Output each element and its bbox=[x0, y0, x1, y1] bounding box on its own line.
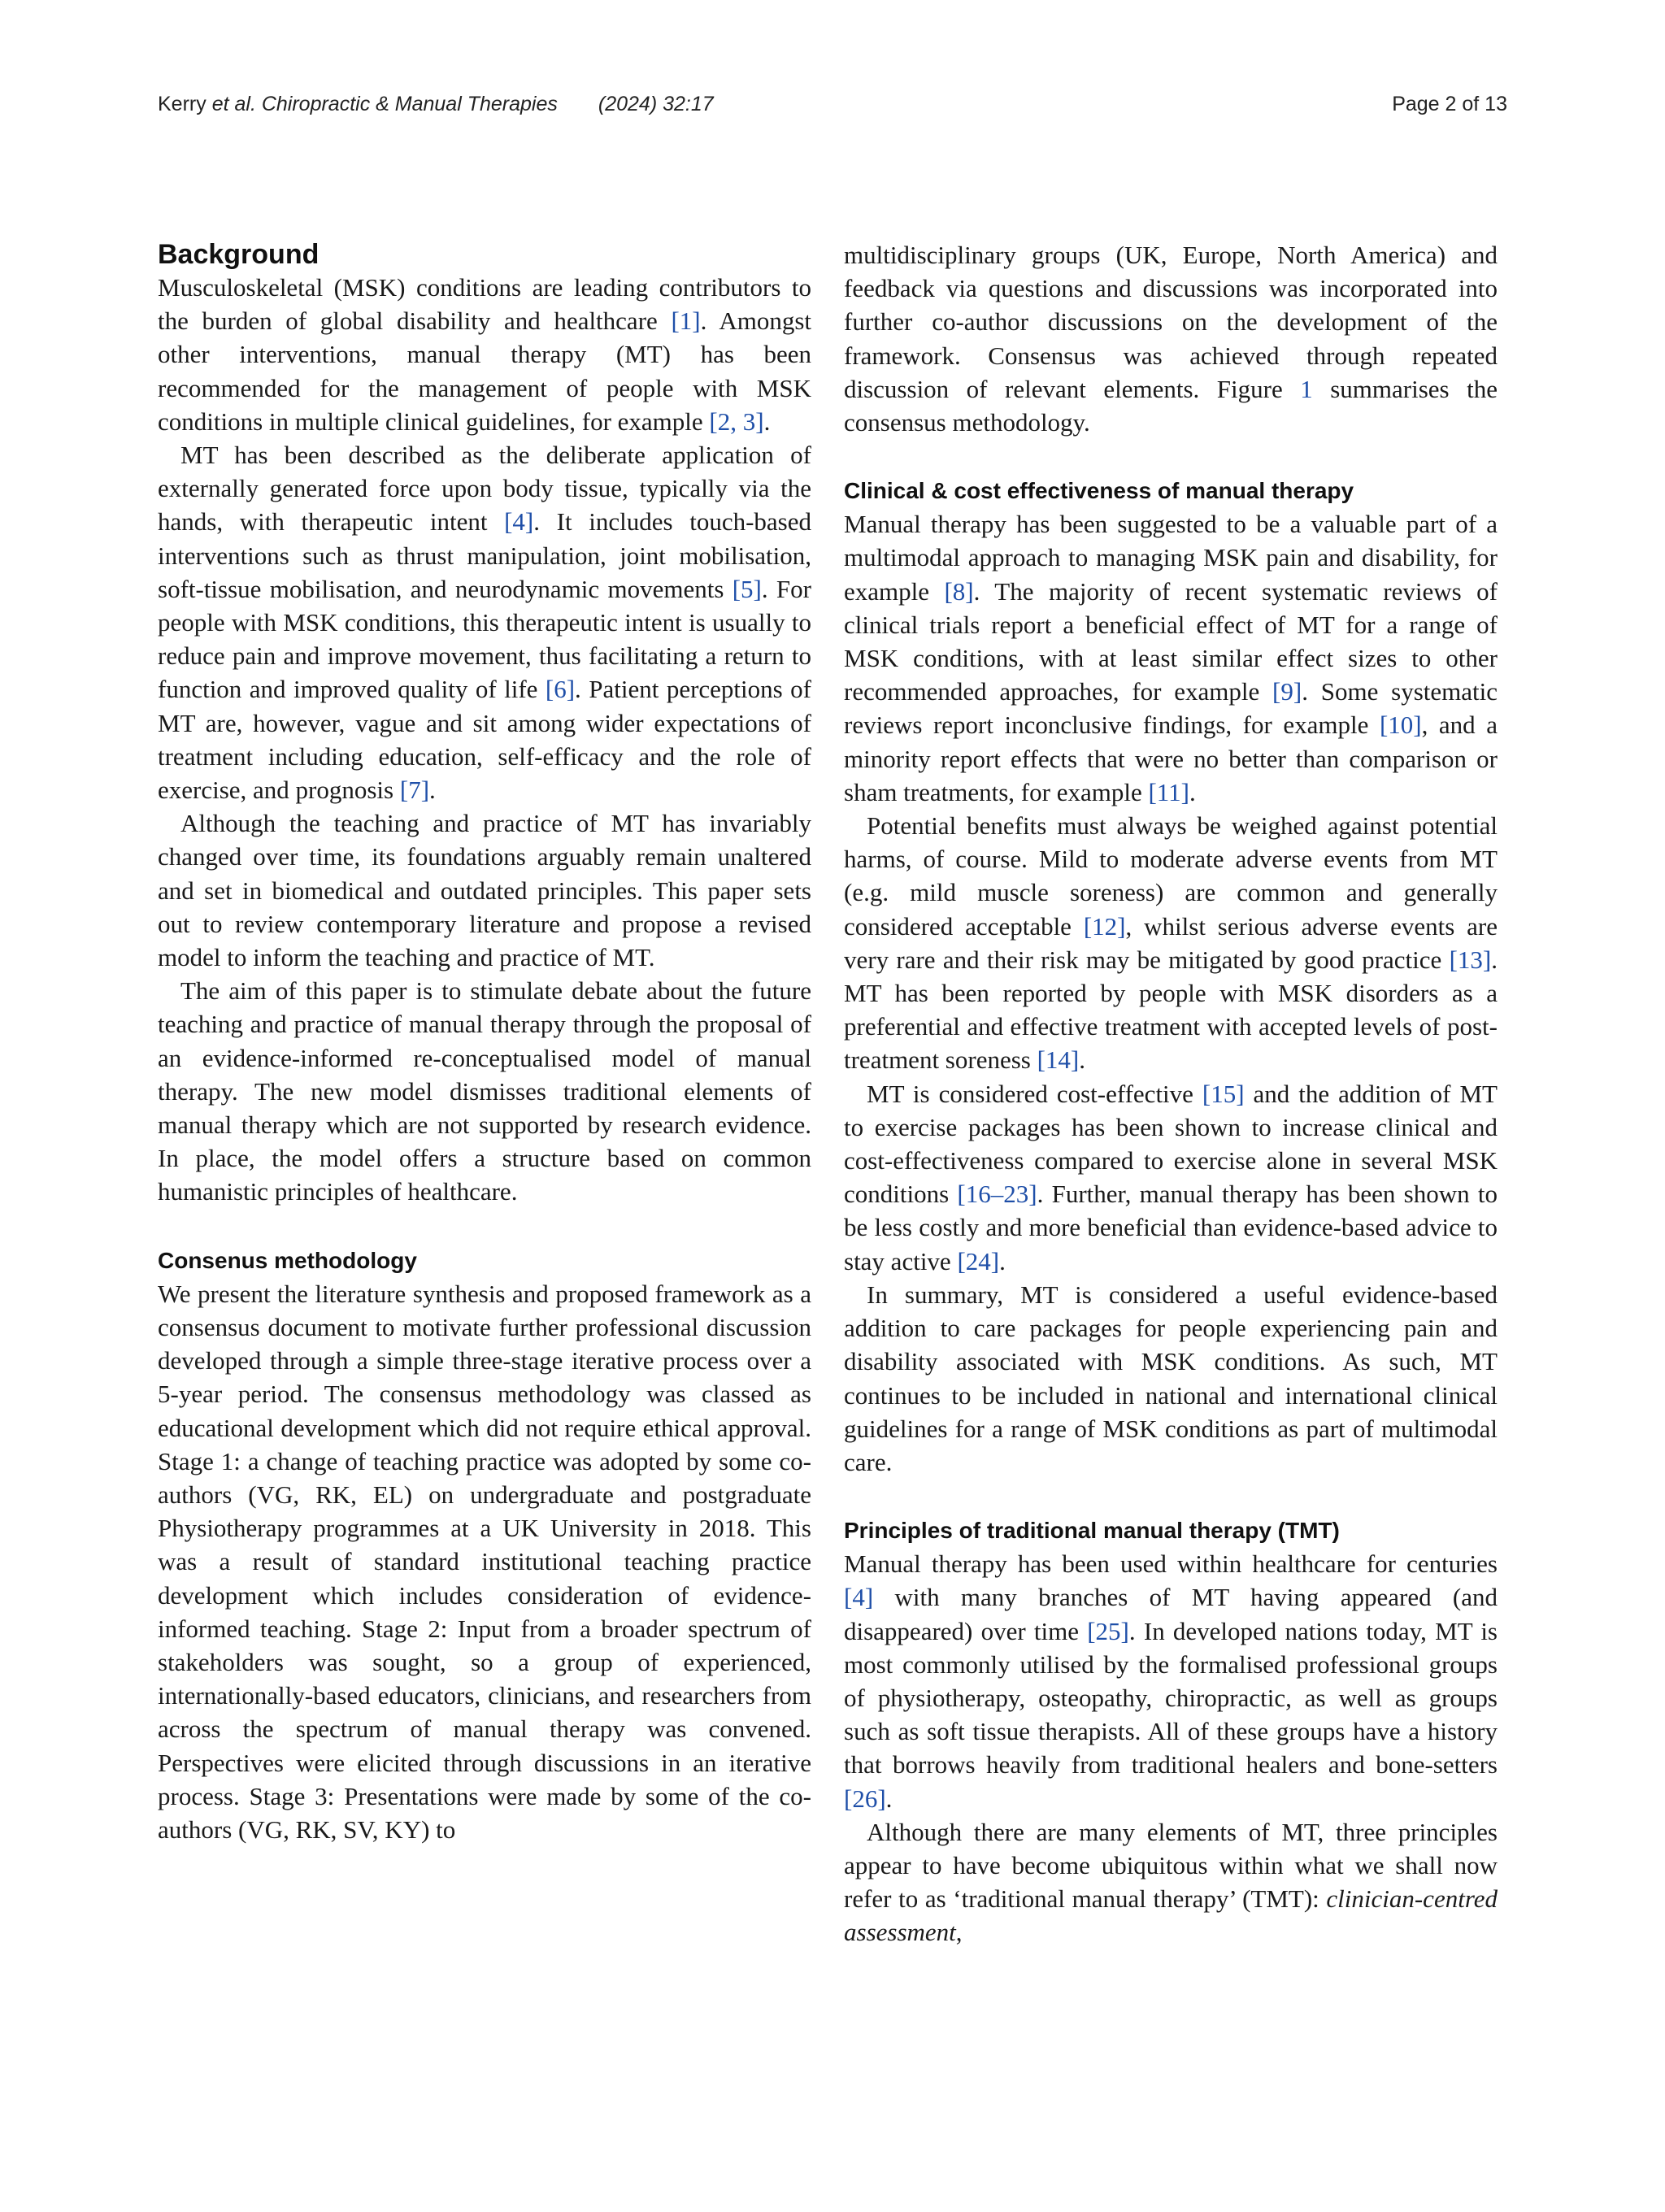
text-run: MT has been described as the deliberate application of externally generated force upon body tissue, typically via the hands, with therapeutic intent bbox=[158, 441, 811, 537]
citation-link[interactable]: [7] bbox=[399, 776, 430, 805]
background-paragraph-2 bbox=[158, 438, 811, 806]
citation-link[interactable]: [12] bbox=[1083, 911, 1126, 941]
citation-link[interactable]: [24] bbox=[957, 1246, 1000, 1275]
text-run: Manual therapy has been suggested to be a valuable part of a multimodal approach to managing MSK pain and disability, for example bbox=[844, 510, 1498, 606]
clinical-paragraph-1 bbox=[844, 507, 1498, 809]
citation-link[interactable]: [13] bbox=[1449, 945, 1492, 974]
text-run: and the addition of MT to exercise packages has been shown to increase clinical and cost-effectiveness compared to exercise alone in several MSK conditions bbox=[844, 1079, 1498, 1209]
text-run: . MT has been reported by people with MSK disorders as a preferential and effective treatment with accepted levels of post-treatment soreness bbox=[844, 945, 1498, 1075]
running-head-journal: et al. Chiropractic & Manual Therapies bbox=[211, 92, 558, 115]
text-run: Although there are many elements of MT, three principles appear to have become ubiquitous within what we shall now refer to as ‘traditional manual therapy’ (TMT): bbox=[844, 1817, 1498, 1914]
citation-link[interactable]: [16–23] bbox=[957, 1180, 1037, 1209]
text-run: . Some systematic reviews report inconclusive findings, for example bbox=[844, 677, 1498, 740]
clinical-paragraph-2 bbox=[844, 809, 1498, 1077]
text-run: multidisciplinary groups (UK, Europe, North America) and feedback via questions and discussions was incorporated into further co-author discussions on the development of the framework. Consensus was achieved through repeated discussion of relevant elements. Figure bbox=[844, 241, 1498, 403]
citation-link[interactable]: [10] bbox=[1379, 711, 1422, 740]
citation-link[interactable]: [26] bbox=[844, 1784, 886, 1813]
text-run: . bbox=[763, 406, 771, 436]
section-spacer bbox=[844, 439, 1498, 475]
text-run: , bbox=[955, 1918, 963, 1947]
consensus-paragraph-1: We present the literature synthesis and proposed framework as a consensus document to motivate further professional discussion developed through a simple three-stage iterative process over a 5-year period. The consensus methodology was classed as educational development which did not require ethical approval. Stage 1: a change of teaching practice was adopted by some co-authors (VG, RK, EL) on undergraduate and postgraduate Physiotherapy programmes at a UK University in 2018. This was a result of standard institutional teaching practice development which includes consideration of evidence-informed teaching. Stage 2: Input from a broader spectrum of stakeholders was sought, so a group of experienced, internationally-based educators, clinicians, and researchers from across the spectrum of manual therapy was convened. Perspectives were elicited through discussions in an iterative process. Stage 3: Presentations were made by some of the co-authors (VG, RK, SV, KY) to bbox=[158, 1279, 811, 1844]
text-run: . bbox=[999, 1246, 1006, 1275]
running-head-authors: Kerry bbox=[158, 92, 206, 115]
section-spacer bbox=[844, 1479, 1498, 1515]
text-run: . Further, manual therapy has been shown to be less costly and more beneficial than evidence-based advice to stay active bbox=[844, 1180, 1498, 1275]
principles-heading: Principles of traditional manual therapy (TMT) bbox=[844, 1518, 1340, 1544]
citation-link[interactable]: [4] bbox=[504, 507, 534, 537]
text-run: , and a minority report effects that were no better than comparison or sham treatments, for example bbox=[844, 711, 1498, 806]
citation-link[interactable]: [9] bbox=[1272, 677, 1302, 706]
citation-link[interactable]: [6] bbox=[545, 675, 576, 704]
clinical-heading: Clinical & cost effectiveness of manual therapy bbox=[844, 478, 1354, 504]
text-run: Musculoskeletal (MSK) conditions are leading contributors to the burden of global disability and healthcare bbox=[158, 273, 811, 336]
background-paragraph-4: The aim of this paper is to stimulate debate about the future teaching and practice of manual therapy through the proposal of an evidence-informed re-conceptualised model of manual therapy. The new model dismisses traditional elements of manual therapy which are not supported by research evidence. In place, the model offers a structure based on common humanistic principles of healthcare. bbox=[158, 976, 811, 1206]
figure-link[interactable]: 1 bbox=[1300, 374, 1313, 403]
citation-link[interactable]: [25] bbox=[1087, 1616, 1129, 1645]
text-run: with many branches of MT having appeared (and disappeared) over time bbox=[844, 1583, 1498, 1645]
text-run: . bbox=[885, 1784, 893, 1813]
text-run: . Patient perceptions of MT are, however, vague and sit among wider expectations of treatment including education, self-efficacy and the role of exercise, and prognosis bbox=[158, 675, 811, 805]
citation-link[interactable]: [1] bbox=[671, 306, 701, 336]
citation-link[interactable]: [15] bbox=[1202, 1079, 1245, 1108]
principles-paragraph-2 bbox=[844, 1815, 1498, 1949]
running-head-volume: (2024) 32:17 bbox=[598, 92, 714, 115]
text-run: Potential benefits must always be weighed against potential harms, of course. Mild to moderate adverse events from MT (e.g. mild muscle soreness) are common and generally considered acceptable bbox=[844, 811, 1498, 941]
background-paragraph-1 bbox=[158, 271, 811, 438]
section-spacer bbox=[158, 1209, 811, 1245]
citation-link[interactable]: [5] bbox=[732, 574, 762, 603]
page-number: Page 2 of 13 bbox=[1392, 92, 1507, 115]
text-run: . The majority of recent systematic reviews of clinical trials report a beneficial effect of MT for a range of MSK conditions, with at least similar effect sizes to other recommended approaches, for example bbox=[844, 576, 1498, 706]
clinical-paragraph-3 bbox=[844, 1077, 1498, 1278]
background-heading: Background bbox=[158, 239, 320, 270]
right-column bbox=[844, 238, 1498, 1949]
running-head-citation bbox=[158, 93, 714, 116]
consensus-heading: Consenus methodology bbox=[158, 1247, 417, 1273]
text-run: . bbox=[1079, 1045, 1085, 1075]
text-run: . It includes touch-based interventions such as thrust manipulation, joint mobilisation, soft-tissue mobilisation, and neurodynamic movements bbox=[158, 507, 811, 603]
text-run: . In developed nations today, MT is most commonly utilised by the formalised professional groups of physiotherapy, osteopathy, chiropractic, as well as groups such as soft tissue therapists. All of these groups have a history that borrows heavily from traditional healers and bone-setters bbox=[844, 1616, 1498, 1780]
text-run: . bbox=[1189, 777, 1196, 806]
citation-link[interactable]: [4] bbox=[844, 1583, 874, 1612]
citation-link[interactable]: [14] bbox=[1037, 1045, 1080, 1075]
citation-link[interactable]: [11] bbox=[1148, 777, 1189, 806]
text-run: . Amongst other interventions, manual therapy (MT) has been recommended for the management of people with MSK conditions in multiple clinical guidelines, for example bbox=[158, 306, 811, 436]
citation-link[interactable]: [2, 3] bbox=[709, 406, 764, 436]
text-run: MT is considered cost-effective bbox=[867, 1079, 1202, 1108]
clinical-paragraph-4: In summary, MT is considered a useful evidence-based addition to care packages for people experiencing pain and disability associated with MSK conditions. As such, MT continues to be included in national and international clinical guidelines for a range of MSK conditions as part of multimodal care. bbox=[844, 1280, 1498, 1476]
text-run: . For people with MSK conditions, this therapeutic intent is usually to reduce pain and improve movement, thus facilitating a return to function and improved quality of life bbox=[158, 574, 811, 704]
principles-paragraph-1 bbox=[844, 1547, 1498, 1815]
text-run: . bbox=[429, 776, 436, 805]
text-run: Manual therapy has been used within healthcare for centuries bbox=[844, 1549, 1498, 1579]
citation-link[interactable]: [8] bbox=[944, 576, 974, 606]
text-run: , whilst serious adverse events are very rare and their risk may be mitigated by good practice bbox=[844, 911, 1498, 974]
background-paragraph-3: Although the teaching and practice of MT has invariably changed over time, its foundations arguably remain unaltered and set in biomedical and outdated principles. This paper sets out to review contemporary literature and propose a revised model to inform the teaching and practice of MT. bbox=[158, 809, 811, 972]
emphasis-text: clinician-centred assessment bbox=[844, 1884, 1498, 1947]
consensus-paragraph-1-continued bbox=[844, 238, 1498, 439]
running-head bbox=[158, 88, 1507, 120]
left-column bbox=[158, 238, 811, 1846]
text-run: summarises the consensus methodology. bbox=[844, 374, 1498, 437]
